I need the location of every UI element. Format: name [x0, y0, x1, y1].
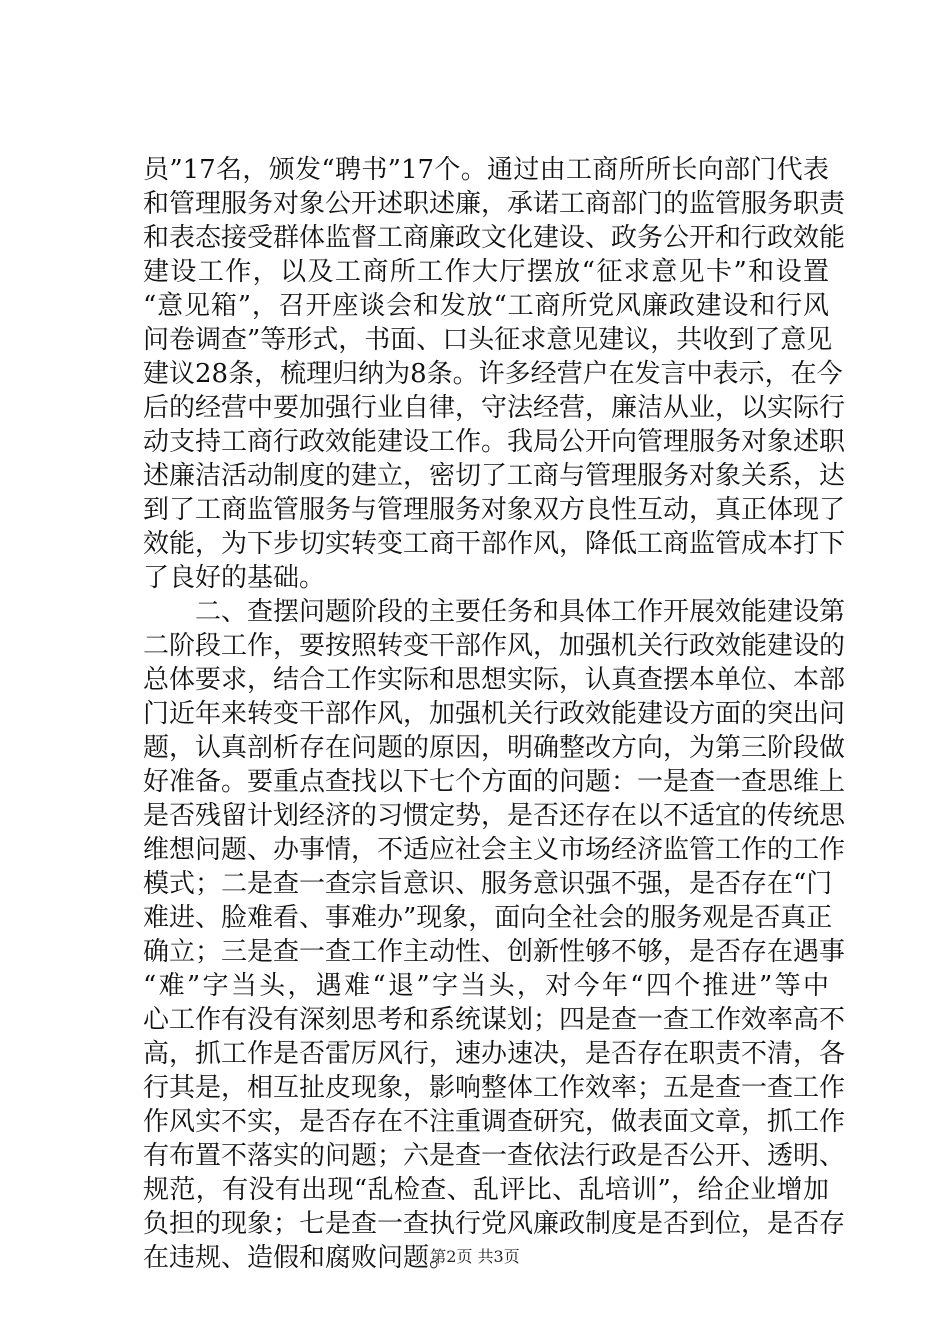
text-line: 是否残留计划经济的习惯定势，是否还存在以不适宜的传统思 [143, 801, 846, 831]
text-line: 效能，为下步切实转变工商干部作风，降低工商监管成本打下 [143, 529, 846, 559]
text-line: 建设工作，以及工商所工作大厅摆放“征求意见卡”和设置 [143, 257, 829, 287]
text-line: 问卷调查”等形式，书面、口头征求意见建议，共收到了意见 [143, 325, 833, 355]
text-line: 和表态接受群体监督工商廉政文化建设、政务公开和行政效能 [143, 223, 846, 253]
text-line: 和管理服务对象公开述职述廉，承诺工商部门的监管服务职责 [143, 189, 846, 219]
text-line: 到了工商监管服务与管理服务对象双方良性互动，真正体现了 [143, 495, 846, 525]
paragraph-2 [143, 595, 846, 1275]
text-line: 行其是，相互扯皮现象，影响整体工作效率；五是查一查工作 [143, 1073, 846, 1103]
text-line: 题，认真剖析存在问题的原因，明确整改方向，为第三阶段做 [143, 733, 846, 763]
text-line: 心工作有没有深刻思考和系统谋划；四是查一查工作效率高不 [143, 1005, 846, 1035]
text-line: 总体要求，结合工作实际和思想实际，认真查摆本单位、本部 [143, 665, 846, 695]
text-line: “意见箱”，召开座谈会和发放“工商所党风廉政建设和行风 [143, 291, 829, 321]
text-line: 二、查摆问题阶段的主要任务和具体工作开展效能建设第 [195, 597, 846, 627]
text-line: 在违规、造假和腐败问题。 [143, 1243, 456, 1273]
text-line: 难进、脸难看、事难办”现象，面向全社会的服务观是否真正 [143, 903, 833, 933]
text-line: 建议28条，梳理归纳为8条。许多经营户在发言中表示，在今 [143, 359, 843, 389]
text-line: 好准备。要重点查找以下七个方面的问题：一是查一查思维上 [143, 767, 846, 797]
text-line: 二阶段工作，要按照转变干部作风，加强机关行政效能建设的 [143, 631, 846, 661]
text-line: 高，抓工作是否雷厉风行，速办速决，是否存在职责不清，各 [143, 1039, 846, 1069]
document-body [143, 153, 846, 1275]
text-line: 负担的现象；七是查一查执行党风廉政制度是否到位，是否存 [143, 1209, 846, 1239]
text-line: 动支持工商行政效能建设工作。我局公开向管理服务对象述职 [143, 427, 846, 457]
text-line: 作风实不实，是否存在不注重调查研究，做表面文章，抓工作 [143, 1107, 846, 1137]
text-line: 有布置不落实的问题；六是查一查依法行政是否公开、透明、 [143, 1141, 846, 1171]
text-line: 确立；三是查一查工作主动性、创新性够不够，是否存在遇事 [143, 937, 846, 967]
text-line: 了良好的基础。 [143, 563, 326, 593]
text-line: 规范，有没有出现“乱检查、乱评比、乱培训”，给企业增加 [143, 1175, 829, 1205]
text-line: 模式；二是查一查宗旨意识、服务意识强不强，是否存在“门 [143, 869, 833, 899]
text-line: 员”17名，颁发“聘书”17个。通过由工商所所长向部门代表 [143, 155, 829, 185]
text-line: 述廉洁活动制度的建立，密切了工商与管理服务对象关系，达 [143, 461, 846, 491]
text-line: 后的经营中要加强行业自律，守法经营，廉洁从业，以实际行 [143, 393, 846, 423]
text-line: “难”字当头，遇难“退”字当头，对今年“四个推进”等中 [143, 971, 829, 1001]
page-number-footer: 第2页 共3页 [430, 1247, 520, 1266]
text-line: 门近年来转变干部作风，加强机关行政效能建设方面的突出问 [143, 699, 846, 729]
text-line: 维想问题、办事情，不适应社会主义市场经济监管工作的工作 [143, 835, 846, 865]
paragraph-1 [143, 153, 846, 595]
